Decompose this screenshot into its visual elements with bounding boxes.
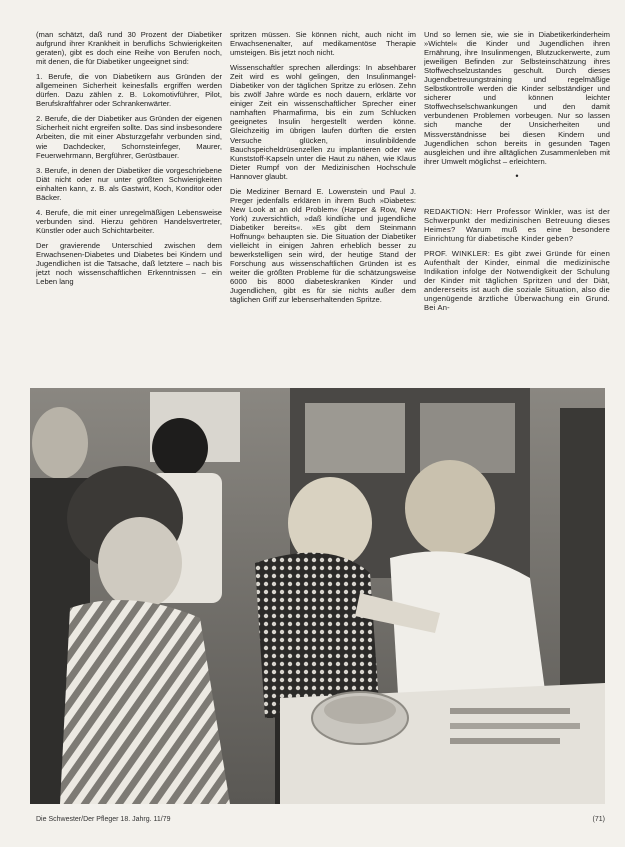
paragraph: 2. Berufe, die der Diabetiker aus Gründen der eigenen Sicherheit nicht ergreifen sollte. Das sind insbesondere Arbeiten, die mit einer Absturzgefahr verbunden sind, wie Dachdecker, Schornsteinfeger, Maurer, Feuerwehrmann, Bergführer, Gerüstbauer. [36,114,222,160]
nurse-hair [405,460,495,556]
page-footer [36,813,605,827]
paragraph: 4. Berufe, die mit einer unregelmäßigen Lebensweise verbunden sind. Hierzu gehören Handelsvertreter, Künstler oder auch Schichtarbeiter. [36,207,222,235]
paragraph: Die Mediziner Bernard E. Lowenstein und Paul J. Preger jedenfalls erklären in ihrem Buch »Diabetes: New Look at an old Problem« (Harper & Row, New York) zuversichtlich, »daß kindliche und jugendliche Diabetiker bereits«. »Es gibt dem Steinmann Hoffnung« behaupten sie. Die Situation der Diabetiker vielleicht in einigen Jahren erheblich besser zu bewerkstelligen sein wird, der heutige Stand der Forschung aus wissenschaftlichen Gründen ist es weiter die größten Probleme für die schätzungsweise 6000 bis 8000 diabeteskranken Kinder und Jugendlichen, gibt es für sie nichts außer dem täglichen Griff zur lebenserhaltenden Spritze. [230,186,416,305]
interview-question: REDAKTION: Herr Professor Winkler, was ist der Schwerpunkt der medizinischen Betreuung dieses Heimes? Warum muß es eine besondere Einrichtung für diabetische Kinder geben? [424,206,610,243]
section-divider: • [515,170,519,181]
paragraph: Und so lernen sie, wie sie in Diabetikerkinderheim »Wichtel« die Kinder und Jugendlichen ihren Ernährung, ihre Insulinmengen, Blutzuckerwerte, zum jeweiligen Befinden zur Selbsteinschätzung ihres Stoffwechselzustandes geschult. Durch dieses Jugendbetreuungstraining und regelmäßige Selbstkontrolle werden die Kinder selbständiger und sicherer und können leichter Stoffwechselschwankungen und den damit verbundenen Problemen vorbeugen. Nur so lassen sich manche der Unsicherheiten und Missverständnisse bei diesen Kindern und Jugendlichen schon bereits in gesunden Tagen ausgleichen und ihre alltäglichen Zusammenleben mit ihrer Umwelt möglichst – erleichtern. [424,30,610,166]
paragraph: 1. Berufe, die von Diabetikern aus Gründen der allgemeinen Sicherheit keinesfalls ergriffen werden dürfen. Dazu zählen z. B. Lokomotivführer, Pilot, Berufskraftfahrer oder Schrankenwärter. [36,72,222,109]
paragraph: Wissenschaftler sprechen allerdings: In absehbarer Zeit wird es wohl gelingen, den Insulinmangel-Diabetiker von der täglichen Spritze zu erlösen. Zehn bis zwölf Jahre würde es noch dauern, erklärte vor einiger Zeit ein wissenschaftlicher Sprecher einer namhaften Pharmafirma, bis ein zum Schlucken geeignetes Insulin hergestellt werden könne. Gleichzeitig im übrigen laufen dürften die ersten Versuche glücken, insulinbildende Bauchspeicheldrüsenzellen zu implantieren oder wie Kunststoff-Kapseln unter die Haut zu nähen, wie Klaus Dieter Rumpf von der Medizinischen Hochschule Hannover glaubt. [230,63,416,181]
text-column-3 [424,30,610,388]
paragraph: 3. Berufe, in denen der Diabetiker die vorgeschriebene Diät nicht oder nur unter größten Schwierigkeiten einhalten kann, z. B. als Gastwirt, Koch, Konditor oder Bäcker. [36,165,222,202]
text-column-1 [36,30,222,388]
paragraph: (man schätzt, daß rund 30 Prozent der Diabetiker aufgrund ihrer Krankheit in beruflichs Schwierigkeiten geraten), gibt es doch eine Reihe von Berufen noch, mit denen, die für Diabetiker ungeeignet sind: [36,30,222,67]
spacer [424,193,610,207]
photograph-children-insulin [30,388,605,804]
publication-info: Die Schwester/Der Pfleger 18. Jahrg. 11/79 [36,816,171,823]
paragraph: Der gravierende Unterschied zwischen dem Erwachsenen-Diabetes und Diabetes bei Kindern und Jugendlichen ist die Tatsache, daß letztere – nach bis jetzt noch wissenschaftlichen Erkenntnissen – ein Leben lang [36,240,222,287]
text-column-2 [230,30,416,388]
paragraph: spritzen müssen. Sie können nicht, auch nicht im Erwachsenenalter, auf medikamentöse Therapie umsteigen. Bis jetzt noch nicht. [230,30,416,58]
photo-illustration [30,388,605,804]
interview-answer: PROF. WINKLER: Es gibt zwei Gründe für einen Aufenthalt der Kinder, einmal die medizinische Indikation infolge der Notwendigkeit der Schulung der Kinder mit täglichen Spritzen und der Diät, andererseits ist auch die soziale Situation, also die ungenügende ärztliche Überwachung ein Grund. Bei An- [424,248,610,313]
page-number: (71) [592,816,605,823]
